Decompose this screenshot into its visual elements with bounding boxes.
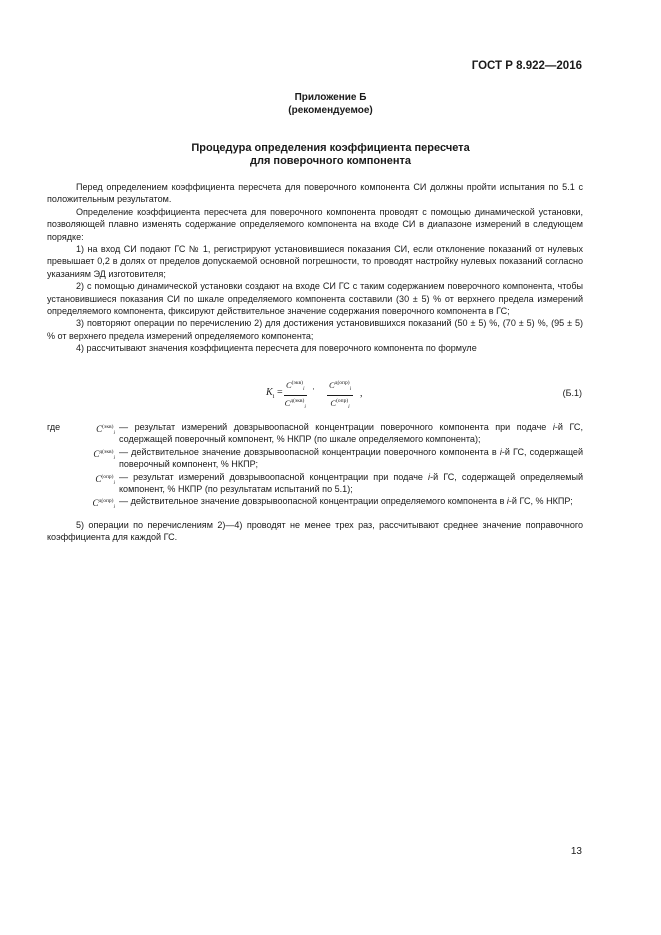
list-item: 4) рассчитывают значения коэффициента пересчета для поверочного компонента по формуле [76, 343, 477, 354]
paragraph: Определение коэффициента пересчета для поверочного компонента проводят с помощью динамической установки, позволяющей плавно изменять содержание определяемого компонента на входе СИ в диапазоне измерений в следующем порядке: [47, 206, 583, 242]
definition-text: — результат измерений довзрывоопасной концентрации при подаче i-й ГС, содержащей определяемый компонент, % НКПР (по результатам испытаний по 5.1); [119, 471, 584, 495]
list-item: 3) повторяют операции по перечислению 2) для достижения установившихся показаний (50 ± 5) %, (70 ± 5) %, (95 ± 5) % от верхнего предела измерений определяемого компонента; [47, 318, 583, 341]
section-title-line2: для поверочного компонента [249, 155, 411, 167]
formula-lhs: $K_i$ = [266, 387, 283, 400]
closing-text [47, 519, 583, 544]
section-title-line1: Процедура определения коэффициента пересчета [191, 142, 470, 154]
list-item: 1) на вход СИ подают ГС № 1, регистрируют установившиеся показания СИ, если отклонение показаний от нулевых превышает 0,2 в долях от пределов допускаемой основной погрешности, то проводят настройку нулевых показаний согласно указаниям ЭД изготовителя; [47, 244, 583, 279]
definition-symbol: $C^{(экв)}_i$ [96, 424, 115, 436]
list-item: 2) с помощью динамической установки создают на входе СИ ГС с таким содержанием поверочного компонента, чтобы установившиеся показания СИ по шкале определяемого компонента составили (30 ± 5) % от верхнего предела измерений определяемого компонента, фиксируют действительное значение содержания поверочного компонента в ГС; [47, 281, 583, 317]
fraction-1: $C^{(экв)}_i$ $C^{д(экв)}_i$ [284, 380, 306, 410]
list-item: 5) операции по перечислениям 2)—4) проводят не менее трех раз, рассчитывают среднее значение поправочного коэффициента для каждой ГС. [47, 520, 583, 543]
formula-b1 [0, 374, 661, 414]
body-text [47, 181, 583, 355]
fraction-2: $C^{д(опр)}_i$ $C^{(опр)}_i$ [329, 380, 352, 410]
formula-comma: , [360, 388, 363, 399]
definition-symbol: $C^{д(опр)}_i$ [92, 498, 115, 511]
definition-text: — результат измерений довзрывоопасной концентрации поверочного компонента при подаче i-й ГС, содержащей поверочный компонент, % НКПР (по шкале определяемого компонента); [119, 422, 583, 445]
formula-dot: · [312, 384, 315, 394]
standard-designation: ГОСТ Р 8.922—2016 [471, 60, 582, 72]
definition-row [47, 421, 583, 446]
definition-symbol: $C^{д(экв)}_i$ [93, 448, 115, 461]
variable-definitions [47, 421, 583, 514]
formula-number: (Б.1) [562, 388, 582, 398]
page-number: 13 [570, 846, 582, 857]
definition-symbol: $C^{(опр)}_i$ [95, 473, 115, 486]
definition-row [47, 495, 583, 513]
where-label: где [47, 422, 61, 432]
definition-row [47, 471, 583, 496]
definition-text: — действительное значение довзрывоопасной концентрации определяемого компонента в i-й ГС, % НКПР; [119, 496, 573, 507]
paragraph: Перед определением коэффициента пересчета для поверочного компонента СИ должны пройти испытания по 5.1 с положительным результатом. [47, 182, 583, 205]
appendix-title: Приложение Б [294, 92, 367, 103]
definition-row [47, 446, 583, 471]
appendix-status: (рекомендуемое) [288, 105, 373, 116]
definition-text: — действительное значение довзрывоопасной концентрации поверочного компонента в i-й ГС, содержащей поверочный компонент, % НКПР; [119, 446, 583, 470]
